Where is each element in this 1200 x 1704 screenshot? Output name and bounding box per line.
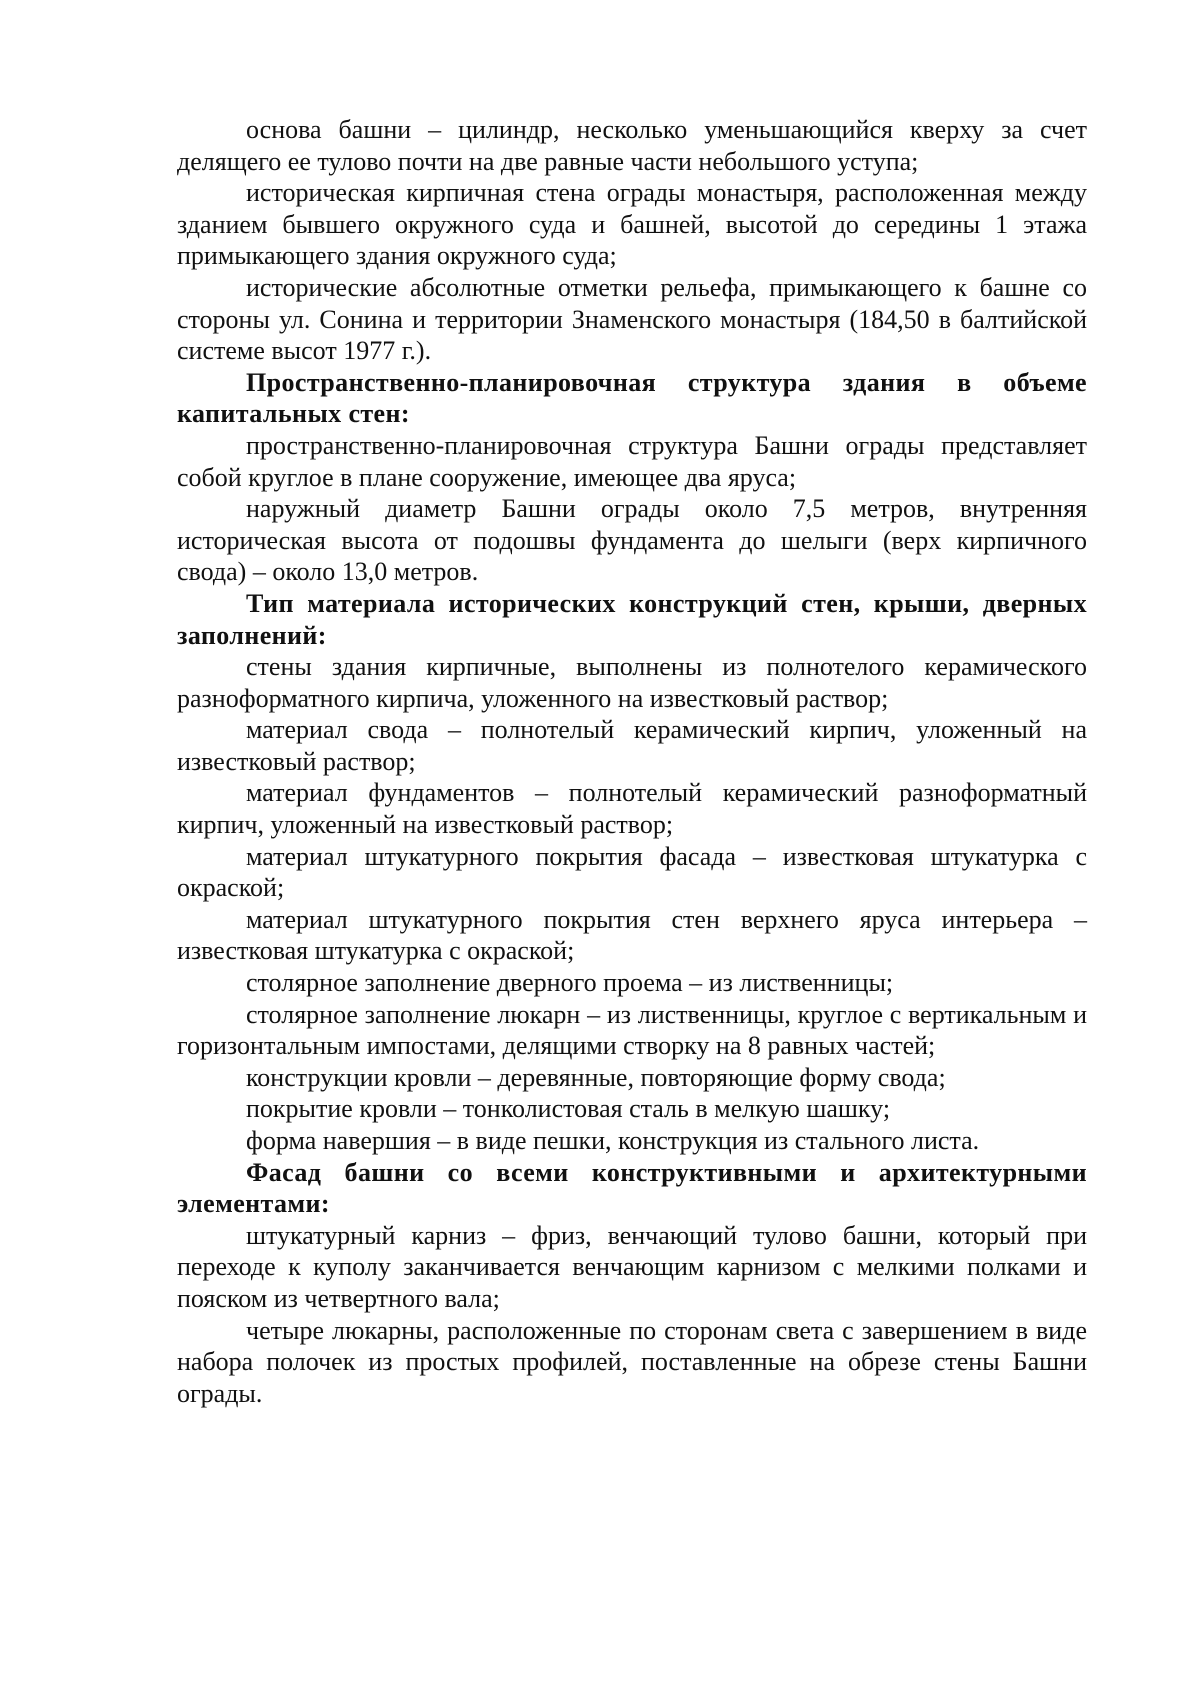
paragraph-tower-base: основа башни – цилиндр, несколько уменьшающийся кверху за счет делящего ее тулово почти на две равные части небольшого уступа; <box>177 115 1087 176</box>
paragraph-foundation-material: материал фундаментов – полнотелый керамический разноформатный кирпич, уложенный на известковый раствор; <box>177 778 1087 840</box>
paragraph-four-dormers: четыре люкарны, расположенные по сторонам света с завершением в виде набора полочек из простых профилей, поставленные на обрезе стены Башни ограды. <box>177 1315 1087 1408</box>
paragraph-diameter-height: наружный диаметр Башни ограды около 7,5 метров, внутренняя историческая высота от подошвы фундамента до шелыги (верх кирпичного свода) – около 13,0 метров. <box>177 494 1087 587</box>
heading-tower-facade: Фасад башни со всеми конструктивными и архитектурными элементами: <box>177 1157 1087 1219</box>
paragraph-finial-shape: форма навершия – в виде пешки, конструкция из стального листа. <box>246 1126 980 1155</box>
paragraph-vault-material: материал свода – полнотелый керамический кирпич, уложенный на известковый раствор; <box>177 715 1087 776</box>
paragraph-relief-marks: исторические абсолютные отметки рельефа, примыкающего к башне со стороны ул. Сонина и территории Знаменского монастыря (184,50 в балтийской системе высот 1977 г.). <box>177 272 1087 366</box>
paragraph-round-plan: пространственно-планировочная структура Башни ограды представляет собой круглое в плане сооружение, имеющее два яруса; <box>177 430 1087 492</box>
document-page <box>177 114 1087 1409</box>
heading-material-type: Тип материала исторических конструкций стен, крыши, дверных заполнений: <box>177 588 1087 650</box>
paragraph-dormer-joinery: столярное заполнение люкарн – из лиственницы, круглое с вертикальным и горизонтальным импостами, делящими створку на 8 равных частей; <box>177 999 1087 1061</box>
paragraph-plaster-cornice: штукатурный карниз – фриз, венчающий тулово башни, который при переходе к куполу заканчивается венчающим карнизом с мелкими полками и пояском из четвертного вала; <box>177 1220 1087 1313</box>
paragraph-brick-walls: стены здания кирпичные, выполнены из полнотелого керамического разноформатного кирпича, уложенного на известковый раствор; <box>177 652 1087 713</box>
paragraph-door-joinery: столярное заполнение дверного проема – из лиственницы; <box>246 968 894 998</box>
paragraph-roof-covering: покрытие кровли – тонколистовая сталь в мелкую шашку; <box>246 1094 891 1124</box>
paragraph-roof-structure: конструкции кровли – деревянные, повторяющие форму свода; <box>246 1062 946 1092</box>
heading-spatial-structure: Пространственно-планировочная структура здания в объеме капитальных стен: <box>177 367 1087 429</box>
paragraph-facade-plaster: материал штукатурного покрытия фасада – известковая штукатурка с окраской; <box>177 841 1087 903</box>
paragraph-monastery-wall: историческая кирпичная стена ограды монастыря, расположенная между зданием бывшего окружного суда и башней, высотой до середины 1 этажа примыкающего здания окружного суда; <box>177 178 1087 271</box>
paragraph-interior-plaster: материал штукатурного покрытия стен верхнего яруса интерьера – известковая штукатурка с окраской; <box>177 904 1087 966</box>
